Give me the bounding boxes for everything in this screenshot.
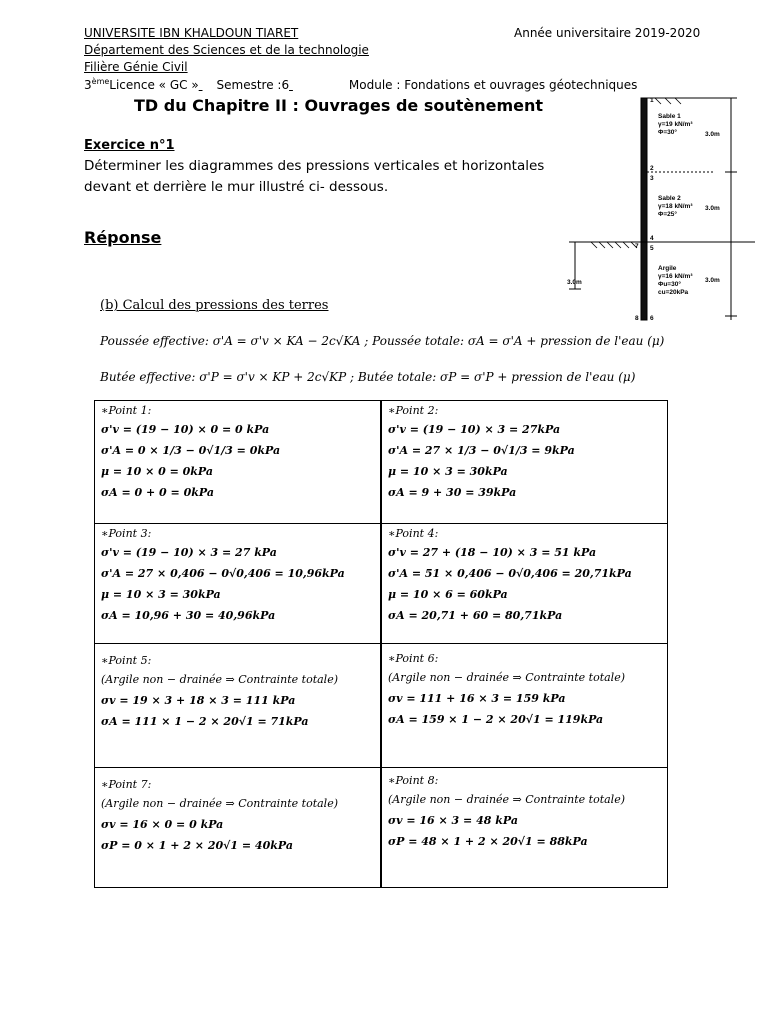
cell-point-8: ∗Point 8: (Argile non − drainée ⇒ Contrainte totale) σv = 16 × 3 = 48 kPa σP = 48 × 1 + 2 × 20√1 = 88kPa [388, 774, 625, 848]
layer1-name: Sable 1 [658, 113, 681, 120]
ground-hatch-top [655, 98, 681, 104]
layer3-phi: Φu=30° [658, 281, 681, 288]
cell-point-2: ∗Point 2: σ'v = (19 − 10) × 3 = 27kPa σ'A = 27 × 1/3 − 0√1/3 = 9kPa μ = 10 × 3 = 30kPa σA = 9 + 30 = 39kPa [388, 404, 575, 499]
page-title: TD du Chapitre II : Ouvrages de soutènement [134, 96, 544, 115]
academic-year: Année universitaire 2019-2020 [514, 26, 701, 40]
results-table [94, 400, 668, 888]
point-7: 7 [635, 243, 639, 250]
left-height: 3.0m [567, 279, 582, 286]
calc-heading: (b) Calcul des pressions des terres [100, 298, 329, 313]
layer2-name: Sable 2 [658, 195, 681, 202]
layer3-height: 3.0m [705, 277, 720, 284]
layer2-height: 3.0m [705, 205, 720, 212]
point-4: 4 [650, 235, 654, 242]
layer3-gamma: γ=16 kN/m³ [658, 273, 693, 280]
layer3-cu: cu=20kPa [658, 289, 689, 296]
row-divider [95, 767, 667, 768]
cell-point-1: ∗Point 1: σ'v = (19 − 10) × 0 = 0 kPa σ'A = 0 × 1/3 − 0√1/3 = 0kPa μ = 10 × 0 = 0kPa σA = 0 + 0 = 0kPa [101, 404, 281, 499]
ground-hatch-left [591, 242, 637, 248]
formula-poussee: Poussée effective: σ'A = σ'v × KA − 2c√KA ; Poussée totale: σA = σ'A + pression de l'eau (μ) [100, 334, 665, 348]
layer1-gamma: γ=19 kN/m³ [658, 121, 693, 128]
point-1: 1 [650, 97, 654, 104]
layer2-phi: Φ=25° [658, 211, 677, 218]
layer3-name: Argile [658, 265, 677, 272]
department: Département des Sciences et de la technologie [84, 43, 369, 57]
layer2-gamma: γ=18 kN/m³ [658, 203, 693, 210]
point-2: 2 [650, 165, 654, 172]
layer1-phi: Φ=30° [658, 129, 677, 136]
exercise-heading: Exercice n°1 [84, 138, 175, 153]
cell-point-5: ∗Point 5: (Argile non − drainée ⇒ Contrainte totale) σv = 19 × 3 + 18 × 3 = 111 kPa σA = 111 × 1 − 2 × 20√1 = 71kPa [101, 654, 338, 728]
course-line [84, 77, 638, 92]
filiere: Filière Génie Civil [84, 60, 188, 74]
retaining-wall-diagram [555, 94, 760, 324]
university-name: UNIVERSITE IBN KHALDOUN TIARET [84, 26, 299, 40]
formula-butee: Butée effective: σ'P = σ'v × KP + 2c√KP ; Butée totale: σP = σ'P + pression de l'eau (μ) [100, 370, 636, 384]
point-5: 5 [650, 245, 654, 252]
point-3: 3 [650, 175, 654, 182]
point-6: 6 [650, 315, 654, 322]
semestre: Semestre :6 [216, 78, 290, 92]
cell-point-3: ∗Point 3: σ'v = (19 − 10) × 3 = 27 kPa σ'A = 27 × 0,406 − 0√0,406 = 10,96kPa μ = 10 × 3 = 30kPa σA = 10,96 + 30 = 40,96kPa [101, 527, 345, 622]
cell-point-6: ∗Point 6: (Argile non − drainée ⇒ Contrainte totale) σv = 111 + 16 × 3 = 159 kPa σA = 159 × 1 − 2 × 20√1 = 119kPa [388, 652, 625, 726]
cell-point-7: ∗Point 7: (Argile non − drainée ⇒ Contrainte totale) σv = 16 × 0 = 0 kPa σP = 0 × 1 + 2 × 20√1 = 40kPa [101, 778, 338, 852]
point-8: 8 [635, 315, 639, 322]
response-heading: Réponse [84, 228, 162, 247]
licence: 3èmeLicence « GC » [84, 77, 199, 92]
cell-point-4: ∗Point 4: σ'v = 27 + (18 − 10) × 3 = 51 kPa σ'A = 51 × 0,406 − 0√0,406 = 20,71kPa μ = 10 × 6 = 60kPa σA = 20,71 + 60 = 80,71kPa [388, 527, 632, 622]
exercise-statement: Déterminer les diagrammes des pressions verticales et horizontales devant et derrière le mur illustré ci- dessous. [84, 158, 545, 195]
layer1-height: 3.0m [705, 131, 720, 138]
module: Module : Fondations et ouvrages géotechniques [348, 78, 638, 92]
